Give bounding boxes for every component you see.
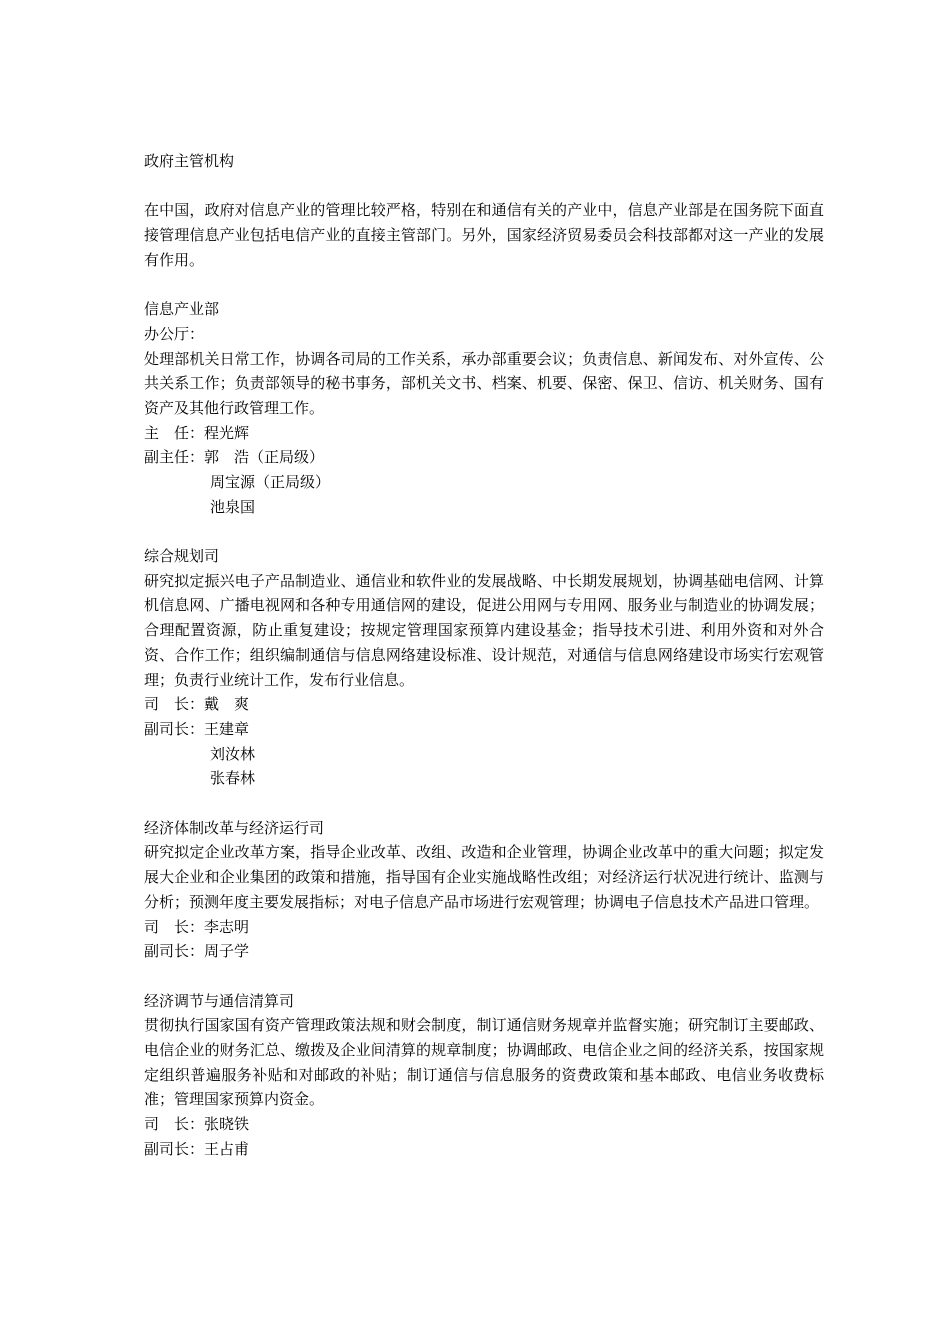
ministry-name: 信息产业部 (144, 300, 220, 319)
spacer (144, 791, 824, 816)
office-deputy: 周宝源（正局级） (210, 473, 331, 492)
intro-paragraph: 在中国，政府对信息产业的管理比较严格，特别在和通信有关的产业中，信息产业部是在国务院下面直接管理信息产业包括电信产业的直接主管部门。另外，国家经济贸易委员会科技部都对这一产业的发展有作用。 (144, 201, 824, 269)
office-label: 办公厅： (144, 324, 205, 343)
spacer (144, 519, 824, 544)
reform-department-name: 经济体制改革与经济运行司 (144, 818, 325, 837)
document-heading: 政府主管机构 (144, 152, 235, 170)
spacer (144, 174, 824, 199)
planning-director: 司 长：戴 爽 (144, 695, 250, 714)
settlement-director: 司 长：张晓铁 (144, 1115, 250, 1134)
reform-director: 司 长：李志明 (144, 917, 250, 936)
office-deputy: 池泉国 (210, 497, 256, 516)
planning-department-description: 研究拟定振兴电子产品制造业、通信业和软件业的发展战略、中长期发展规划，协调基础电信网、计算机信息网、广播电视网和各种专用通信网的建设，促进公用网与专用网、服务业与制造业的协调发展；合理配置资源，防止重复建设；按规定管理国家预算内建设基金；指导技术引进、利用外资和对外合资、合作工作；组织编制通信与信息网络建设标准、设计规范，对通信与信息网络建设市场实行宏观管理；负责行业统计工作，发布行业信息。 (144, 571, 824, 689)
planning-deputy: 副司长：王建章 (144, 719, 250, 738)
reform-deputy: 副司长：周子学 (144, 942, 250, 961)
office-director: 主 任：程光辉 (144, 423, 250, 442)
spacer (144, 964, 824, 989)
planning-department-name: 综合规划司 (144, 547, 220, 566)
planning-deputy: 张春林 (210, 769, 256, 788)
settlement-department-description: 贯彻执行国家国有资产管理政策法规和财会制度，制订通信财务规章并监督实施；研究制订主要邮政、电信企业的财务汇总、缴拨及企业间清算的规章制度；协调邮政、电信企业之间的经济关系，按国家规定组织普遍服务补贴和对邮政的补贴；制订通信与信息服务的资费政策和基本邮政、电信业务收费标准；管理国家预算内资金。 (144, 1016, 824, 1109)
settlement-department-name: 经济调节与通信清算司 (144, 991, 295, 1010)
office-description: 处理部机关日常工作，协调各司局的工作关系，承办部重要会议；负责信息、新闻发布、对外宣传、公共关系工作；负责部领导的秘书事务，部机关文书、档案、机要、保密、保卫、信访、机关财务、国有资产及其他行政管理工作。 (144, 349, 824, 417)
document-page (144, 149, 824, 1161)
reform-department-description: 研究拟定企业改革方案，指导企业改革、改组、改造和企业管理，协调企业改革中的重大问题；拟定发展大企业和企业集团的政策和措施，指导国有企业实施战略性改组；对经济运行状况进行统计、监测与分析；预测年度主要发展指标；对电子信息产品市场进行宏观管理；协调电子信息技术产品进口管理。 (144, 843, 824, 911)
settlement-deputy: 副司长：王占甫 (144, 1139, 250, 1158)
office-deputy: 副主任：郭 浩（正局级） (144, 448, 325, 467)
spacer (144, 272, 824, 297)
planning-deputy: 刘汝林 (210, 744, 256, 763)
